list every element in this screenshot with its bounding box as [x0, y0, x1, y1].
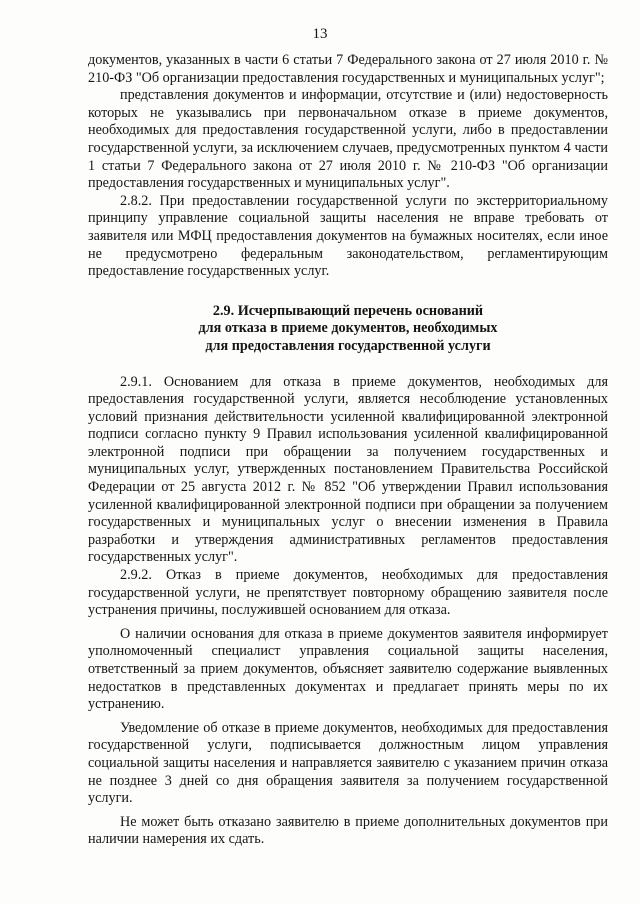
paragraph-2-9-2: 2.9.2. Отказ в приеме документов, необходимых для предоставления государственной услуги, не препятствует повторному обращению заявителя после устранения причины, послужившей основанием для отказа.	[88, 567, 608, 619]
page-number: 13	[312, 26, 328, 42]
section-heading-2-9	[88, 303, 608, 356]
document-body	[88, 52, 608, 849]
paragraph-documents-info: представления документов и информации, отсутствие и (или) недостоверность которых не указывались при первоначальном отказе в приеме документов, необходимых для предоставления государственной услуги, либо в предоставлении государственной услуги, за исключением случаев, предусмотренных пунктом 4 части 1 статьи 7 Федерального закона от 27 июля 2010 г. № 210-ФЗ "Об организации предоставления государственных и муниципальных услуг".	[88, 87, 608, 192]
heading-line-1: 2.9. Исчерпывающий перечень оснований	[212, 302, 484, 319]
paragraph-refusal-notice: О наличии основания для отказа в приеме документов заявителя информирует уполномоченный специалист управления социальной защиты населения, ответственный за прием документов, объясняет заявителю содержание выявленных недостатков в представленных документах и предлагает принять меры по их устранению.	[88, 625, 608, 713]
heading-line-3: для предоставления государственной услуги	[205, 337, 491, 354]
paragraph-refusal-notification: Уведомление об отказе в приеме документов, необходимых для предоставления государственной услуги, подписывается должностным лицом управления социальной защиты населения и направляется заявителю с указанием причин отказа не позднее 3 дней со дня обращения заявителя за получением государственной услуги.	[88, 719, 608, 807]
paragraph-2-9-1: 2.9.1. Основанием для отказа в приеме документов, необходимых для предоставления государственной услуги, является несоблюдение установленных условий признания действительности усиленной квалифицированной электронной подписи согласно пункту 9 Правил использования усиленной квалифицированной электронной подписи при обращении за получением государственных и муниципальных услуг, утвержденных постановлением Правительства Российской Федерации от 25 августа 2012 г. № 852 "Об утверждении Правил использования усиленной квалифицированной электронной подписи при обращении за получением государственных и муниципальных услуг о внесении изменения в Правила разработки и утверждения административных регламентов предоставления государственных услуг".	[88, 373, 608, 566]
paragraph-additional-documents: Не может быть отказано заявителю в приеме дополнительных документов при наличии намерения их сдать.	[88, 813, 608, 848]
paragraph-documents-list-end: документов, указанных в части 6 статьи 7 Федерального закона от 27 июля 2010 г. № 210-ФЗ "Об организации предоставления государственных и муниципальных услуг";	[88, 52, 608, 86]
heading-line-2: для отказа в приеме документов, необходимых	[198, 320, 498, 337]
paragraph-2-8-2: 2.8.2. При предоставлении государственной услуги по экстерриториальному принципу управление социальной защиты населения не вправе требовать от заявителя или МФЦ предоставления документов на бумажных носителях, если иное не предусмотрено федеральным законодательством, регламентирующим предоставление государственных услуг.	[88, 192, 608, 280]
